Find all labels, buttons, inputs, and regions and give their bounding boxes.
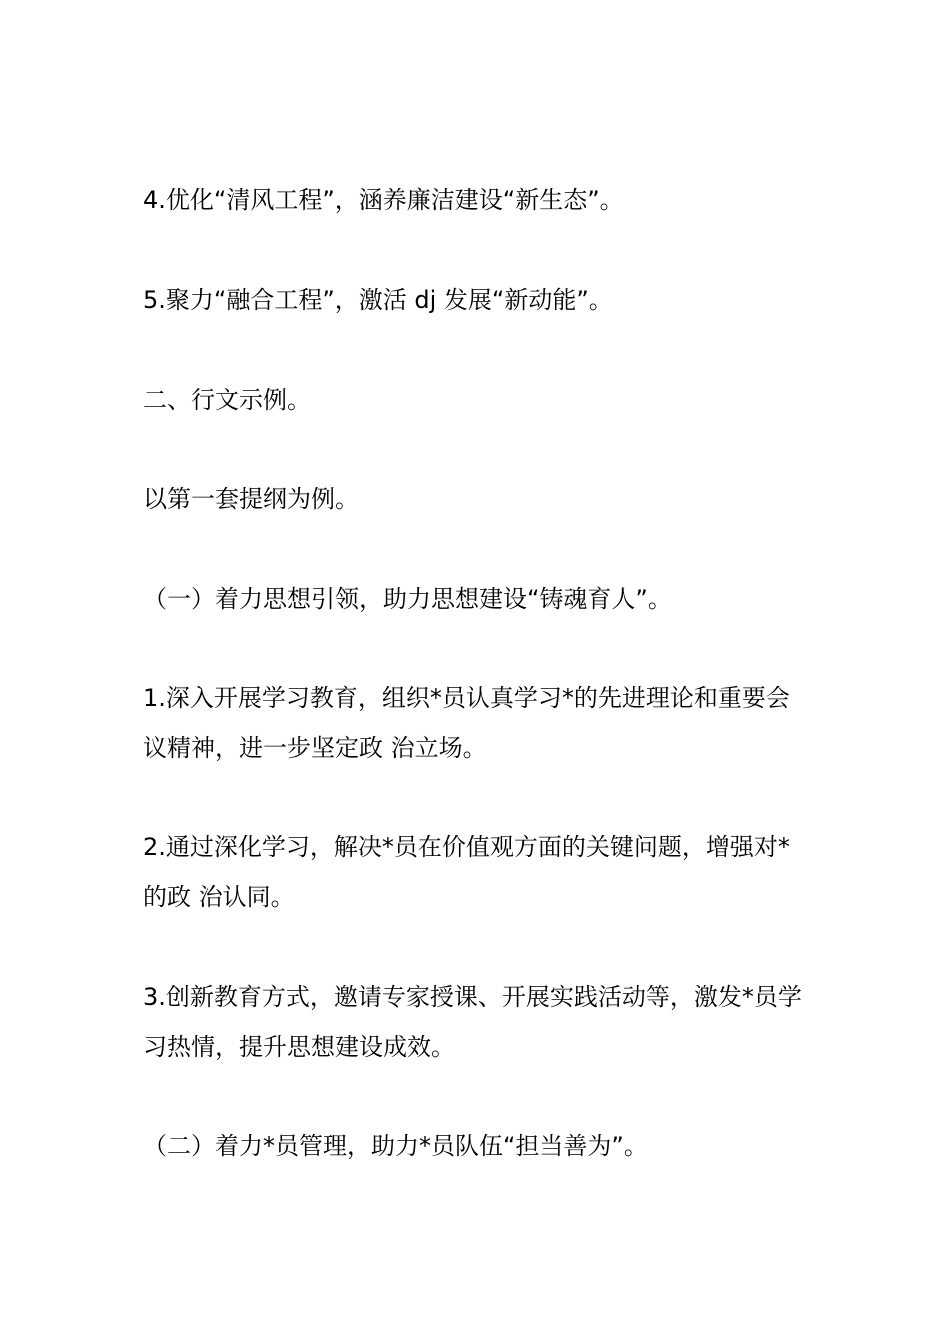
subsection-heading-2: （二）着力*员管理，助力*员队伍“担当善为”。 (143, 1132, 648, 1160)
paragraph-point-2: 2.通过深化学习，解决*员在价值观方面的关键问题，增强对*的政 治认同。 (143, 833, 790, 911)
paragraph-point-3: 3.创新教育方式，邀请专家授课、开展实践活动等，激发*员学习热情，提升思想建设成效。 (143, 983, 802, 1061)
paragraph-item-5: 5.聚力“融合工程”，激活 dj 发展“新动能”。 (143, 286, 613, 314)
paragraph-point-1: 1.深入开展学习教育，组织*员认真学习*的先进理论和重要会议精神，进一步坚定政 治立场。 (143, 684, 790, 762)
paragraph-item-4: 4.优化“清风工程”，涵养廉洁建设“新生态”。 (143, 186, 624, 214)
intro-paragraph: 以第一套提纲为例。 (143, 485, 359, 513)
subsection-heading-1: （一）着力思想引领，助力思想建设“铸魂育人”。 (143, 585, 672, 613)
section-heading-2: 二、行文示例。 (143, 386, 311, 414)
